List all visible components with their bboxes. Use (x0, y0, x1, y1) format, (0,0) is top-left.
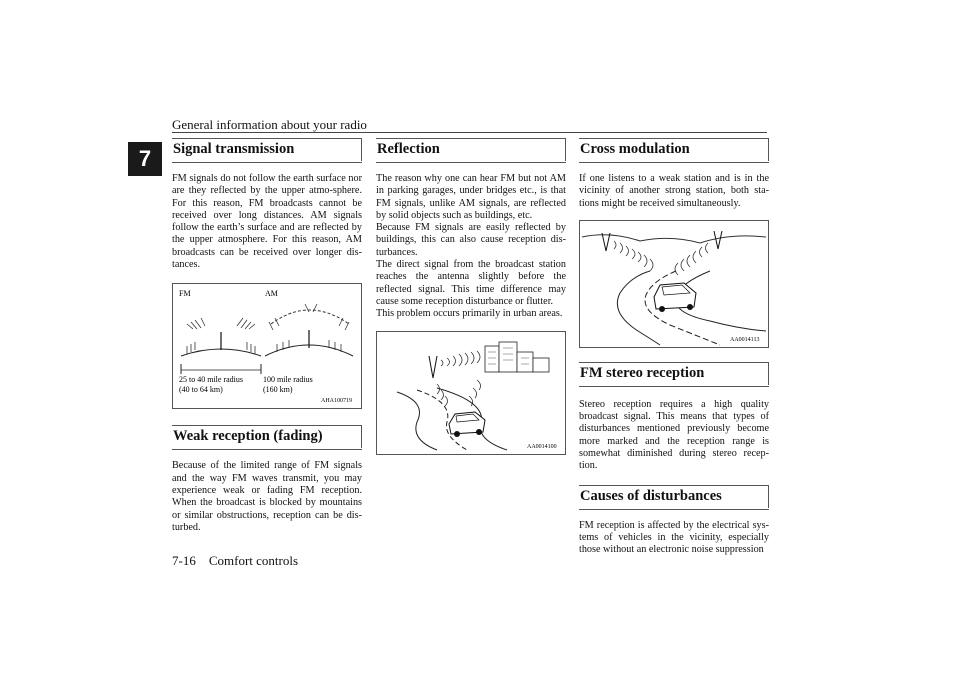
fm-stereo-text: Stereo reception requires a high quality broadcast signal. This means that types of disturbances mentioned previously become more marked and the reception range is somewhat diminished during stereo recep-tion. (579, 398, 769, 472)
am-label: AM (265, 289, 278, 299)
figure-code: AA0014100 (527, 443, 557, 450)
cross-modulation-figure (579, 220, 769, 348)
am-range-line2: (160 km) (263, 385, 293, 395)
reflection-text-2: Because FM signals are easily reflected by buildings, this can also cause reception dis-turbances. (376, 222, 566, 258)
header-rule (172, 132, 767, 133)
fm-am-range-figure (172, 283, 362, 409)
reflection-text-4: This problem occurs primarily in urban areas. (376, 308, 563, 320)
weak-reception-text: Because of the limited range of FM signals and the way FM waves transmit, you may experience weak or fading FM reception. When the broadcast is blocked by mountains or similar obstructions, reception can be dis-turbed. (172, 460, 362, 533)
reflection-figure (376, 331, 566, 455)
cross-modulation-text: If one listens to a weak station and is in the vicinity of another strong station, both sta-tions might be received simultaneously. (579, 173, 769, 209)
reflection-text-1: The reason why one can hear FM but not AM in parking garages, under bridges etc., is that FM signals, unlike AM signals, are reflected by solid objects such as buildings, etc. (376, 173, 566, 221)
section-heading-reflection: Reflection (376, 138, 566, 163)
column-2 (376, 138, 566, 455)
am-range-line1: 100 mile radius (263, 375, 313, 385)
page-number: 7-16 (172, 553, 196, 568)
footer-section: Comfort controls (208, 553, 299, 568)
section-heading-signal-transmission: Signal transmission (172, 138, 362, 163)
page-header-title: General information about your radio (172, 117, 367, 132)
column-3 (579, 138, 769, 557)
fm-range-line1: 25 to 40 mile radius (179, 375, 243, 385)
figure-code: AHA100719 (321, 398, 352, 405)
reflection-text-3: The direct signal from the broadcast station reaches the antenna slightly before the reflected signal. This time difference may cause some reception disturbance or flutter. (376, 259, 566, 307)
fm-label: FM (179, 289, 191, 299)
signal-transmission-text: FM signals do not follow the earth surface nor are they reflected by the upper atmo-sphere. For this reason, FM broadcasts cannot be received over long distances. AM signals follow the earth’s surface and are reflected by the upper atmosphere. For this reason, AM broadcasts can be received over longer dis-tances. (172, 173, 362, 271)
chapter-tab: 7 (128, 142, 162, 176)
section-heading-causes: Causes of disturbances (579, 485, 769, 510)
section-heading-fm-stereo: FM stereo reception (579, 362, 769, 387)
page-footer (172, 553, 298, 569)
causes-text: FM reception is affected by the electrical sys-tems of vehicles in the vicinity, especially those without an electronic noise suppression (579, 519, 769, 556)
figure-code: AA0014113 (730, 336, 760, 343)
section-heading-weak-reception: Weak reception (fading) (172, 425, 362, 450)
column-1 (172, 138, 362, 534)
section-heading-cross-modulation: Cross modulation (579, 138, 769, 163)
fm-range-line2: (40 to 64 km) (179, 385, 223, 395)
